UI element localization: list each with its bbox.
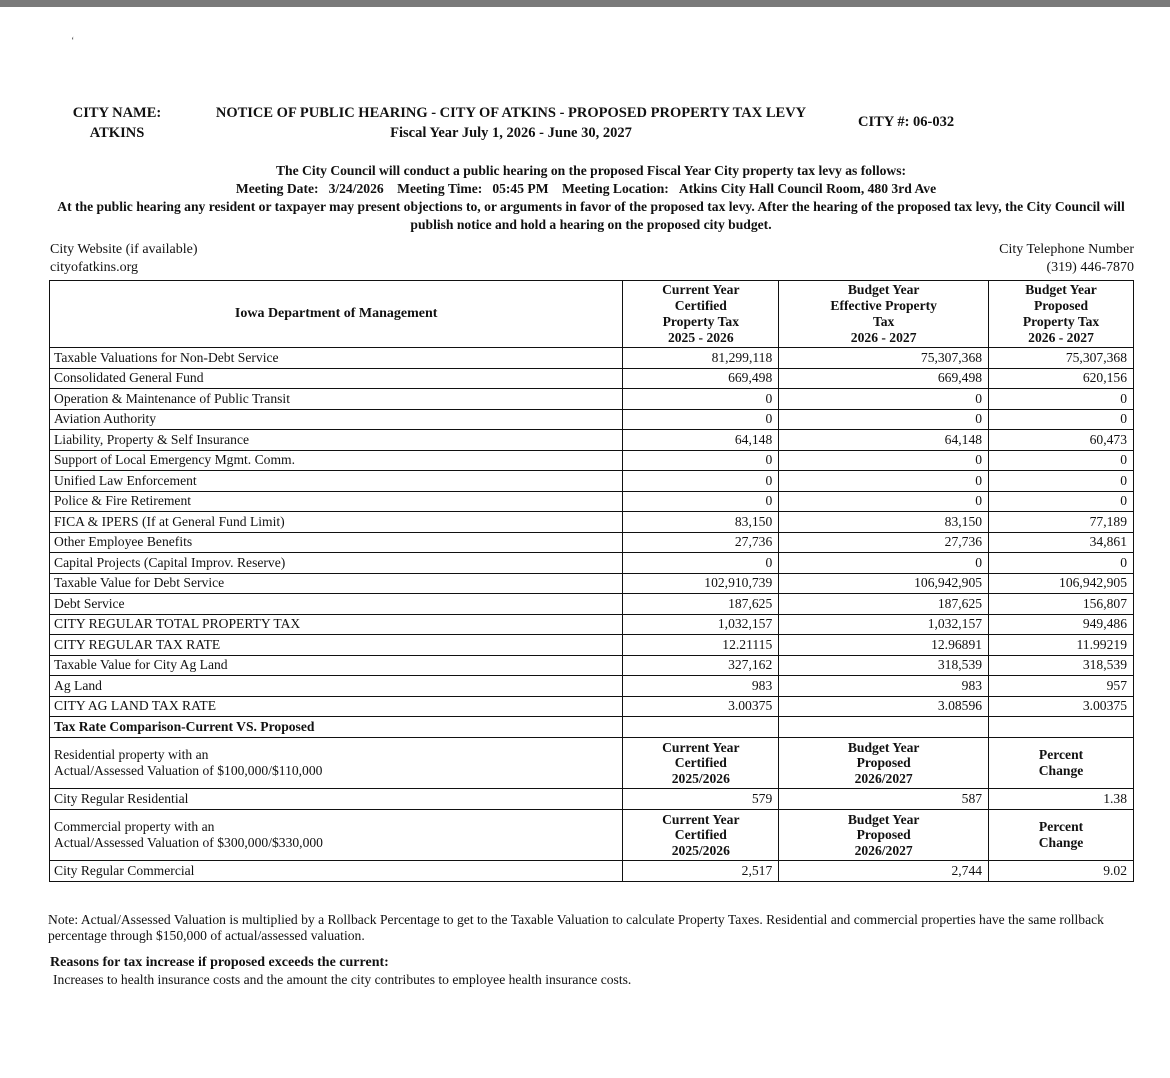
header-line: Current Year [662, 739, 740, 755]
hearing-explanation: At the public hearing any resident or taxpayer may present objections to, or arguments in favor of the proposed tax levy. After the hearing of the proposed tax levy, the City Council will publish notice and hold a hearing on the proposed city budget. [57, 199, 1125, 232]
header-line: Property Tax [662, 314, 739, 329]
proposed-value: 77,189 [989, 512, 1134, 533]
effective-value: 83,150 [779, 512, 989, 533]
table-row [50, 348, 1134, 369]
rollback-note: Note: Actual/Assessed Valuation is multiplied by a Rollback Percentage to get to the Taxable Valuation to calculate Property Taxes. Residential and commercial properties have the same rollback percentage through $150,000 of actual/assessed valuation. [48, 912, 1104, 943]
proposed-value: 156,807 [989, 594, 1134, 615]
empty-cell [989, 717, 1134, 738]
proposed-value: 75,307,368 [989, 348, 1134, 369]
row-label: Taxable Value for City Ag Land [50, 655, 623, 676]
effective-value: 106,942,905 [779, 573, 989, 594]
website-block [50, 241, 198, 277]
row-label: CITY REGULAR TAX RATE [50, 635, 623, 656]
header-line: Certified [674, 827, 727, 842]
website-label: City Website (if available) [50, 242, 198, 257]
header-line: Change [1038, 834, 1084, 850]
header-line: Current Year [662, 811, 740, 827]
table-row [50, 389, 1134, 410]
fiscal-year: Fiscal Year July 1, 2026 - June 30, 2027 [390, 125, 632, 141]
commercial-change: 9.02 [989, 861, 1134, 882]
current-value: 187,625 [623, 594, 779, 615]
row-label: Support of Local Emergency Mgmt. Comm. [50, 450, 623, 471]
header-line: Certified [674, 298, 727, 313]
desc-line: Residential property with an [54, 746, 209, 762]
notice-title-block [186, 103, 836, 143]
website-link[interactable]: cityofatkins.org [50, 260, 139, 275]
commercial-row [50, 861, 1134, 882]
header-line: Budget Year [847, 739, 920, 755]
proposed-value: 0 [989, 553, 1134, 574]
header-line: Effective Property [830, 298, 937, 313]
header-line: 2026/2027 [854, 770, 913, 786]
meeting-date: 3/24/2026 [328, 181, 384, 196]
proposed-year-header [989, 281, 1134, 348]
header-line: Certified [674, 755, 727, 770]
comparison-title: Tax Rate Comparison-Current VS. Proposed [50, 717, 623, 738]
desc-line: Actual/Assessed Valuation of $100,000/$110,000 [54, 762, 323, 778]
meeting-location-label: Meeting Location: [561, 181, 669, 196]
phone-block [999, 241, 1134, 277]
residential-proposed: 587 [779, 789, 989, 810]
effective-value: 12.96891 [779, 635, 989, 656]
header-line: Tax [872, 314, 895, 329]
header-line: 2025 - 2026 [667, 330, 734, 345]
table-row [50, 676, 1134, 697]
intro-line: The City Council will conduct a public hearing on the proposed Fiscal Year City property tax levy as follows: [275, 163, 907, 178]
current-value: 0 [623, 409, 779, 430]
current-value: 102,910,739 [623, 573, 779, 594]
residential-header-row [50, 737, 1134, 789]
row-label: Police & Fire Retirement [50, 491, 623, 512]
commercial-current-header [623, 809, 779, 861]
current-value: 12.21115 [623, 635, 779, 656]
current-value: 0 [623, 491, 779, 512]
meeting-location: Atkins City Hall Council Room, 480 3rd Ave [678, 181, 937, 196]
notice-title: NOTICE OF PUBLIC HEARING - CITY OF ATKINS - PROPOSED PROPERTY TAX LEVY [215, 105, 807, 121]
header-line: Percent [1038, 819, 1084, 835]
city-name-label: CITY NAME: [72, 105, 162, 121]
header-line: Property Tax [1022, 314, 1100, 329]
effective-value: 0 [779, 553, 989, 574]
row-label: City Regular Commercial [50, 861, 623, 882]
table-row [50, 594, 1134, 615]
header-line: Budget Year [1025, 282, 1097, 297]
scan-top-border [0, 0, 1170, 7]
residential-row [50, 789, 1134, 810]
commercial-proposed-header [779, 809, 989, 861]
current-value: 0 [623, 553, 779, 574]
effective-value: 75,307,368 [779, 348, 989, 369]
scan-speck: ‘ [71, 36, 75, 47]
header-line: Current Year [662, 282, 740, 297]
reasons-title: Reasons for tax increase if proposed exceeds the current: [50, 955, 389, 970]
row-label: CITY AG LAND TAX RATE [50, 696, 623, 717]
row-label: Other Employee Benefits [50, 532, 623, 553]
proposed-value: 0 [989, 471, 1134, 492]
table-row [50, 655, 1134, 676]
proposed-value: 0 [989, 450, 1134, 471]
header-line: 2025/2026 [671, 842, 730, 858]
meeting-details [44, 180, 1138, 198]
table-row [50, 430, 1134, 451]
hearing-intro [44, 162, 1138, 234]
proposed-value: 34,861 [989, 532, 1134, 553]
proposed-value: 106,942,905 [989, 573, 1134, 594]
effective-year-header [779, 281, 989, 348]
effective-value: 318,539 [779, 655, 989, 676]
row-label: CITY REGULAR TOTAL PROPERTY TAX [50, 614, 623, 635]
table-row [50, 491, 1134, 512]
residential-current-header [623, 737, 779, 789]
row-label: Capital Projects (Capital Improv. Reserve) [50, 553, 623, 574]
header-line: 2025/2026 [671, 770, 730, 786]
table-row [50, 696, 1134, 717]
proposed-value: 60,473 [989, 430, 1134, 451]
row-label: Aviation Authority [50, 409, 623, 430]
row-label: Liability, Property & Self Insurance [50, 430, 623, 451]
meeting-time: 05:45 PM [492, 181, 549, 196]
effective-value: 983 [779, 676, 989, 697]
header-line: 2026/2027 [854, 842, 913, 858]
table-row [50, 635, 1134, 656]
header-line: 2026 - 2027 [850, 330, 917, 345]
effective-value: 0 [779, 450, 989, 471]
table-row [50, 573, 1134, 594]
current-value: 983 [623, 676, 779, 697]
current-value: 64,148 [623, 430, 779, 451]
effective-value: 0 [779, 389, 989, 410]
meeting-time-label: Meeting Time: [397, 181, 483, 196]
effective-value: 187,625 [779, 594, 989, 615]
city-name-value: ATKINS [89, 125, 145, 141]
proposed-value: 620,156 [989, 368, 1134, 389]
current-value: 327,162 [623, 655, 779, 676]
effective-value: 27,736 [779, 532, 989, 553]
meeting-date-label: Meeting Date: [235, 181, 319, 196]
effective-value: 1,032,157 [779, 614, 989, 635]
proposed-value: 0 [989, 409, 1134, 430]
header-line: Budget Year [847, 811, 920, 827]
row-label: FICA & IPERS (If at General Fund Limit) [50, 512, 623, 533]
table-row [50, 532, 1134, 553]
current-value: 81,299,118 [623, 348, 779, 369]
current-value: 669,498 [623, 368, 779, 389]
effective-value: 3.08596 [779, 696, 989, 717]
header-line: Proposed [856, 755, 911, 770]
residential-proposed-header [779, 737, 989, 789]
effective-value: 669,498 [779, 368, 989, 389]
row-label: Taxable Value for Debt Service [50, 573, 623, 594]
row-label: Unified Law Enforcement [50, 471, 623, 492]
city-name-block [62, 103, 172, 143]
current-value: 1,032,157 [623, 614, 779, 635]
residential-current: 579 [623, 789, 779, 810]
header-line: Proposed [856, 827, 911, 842]
reasons-text: Increases to health insurance costs and the amount the city contributes to employee health insurance costs. [53, 972, 632, 987]
row-label: City Regular Residential [50, 789, 623, 810]
current-value: 27,736 [623, 532, 779, 553]
row-label: Debt Service [50, 594, 623, 615]
current-value: 3.00375 [623, 696, 779, 717]
table-row [50, 512, 1134, 533]
current-value: 0 [623, 471, 779, 492]
table-row [50, 409, 1134, 430]
effective-value: 64,148 [779, 430, 989, 451]
row-label: Ag Land [50, 676, 623, 697]
proposed-value: 0 [989, 491, 1134, 512]
commercial-current: 2,517 [623, 861, 779, 882]
residential-change-header [989, 737, 1134, 789]
row-label: Consolidated General Fund [50, 368, 623, 389]
effective-value: 0 [779, 409, 989, 430]
desc-line: Commercial property with an [54, 818, 215, 834]
current-year-header [623, 281, 779, 348]
effective-value: 0 [779, 471, 989, 492]
proposed-value: 318,539 [989, 655, 1134, 676]
table-row [50, 553, 1134, 574]
row-label: Taxable Valuations for Non-Debt Service [50, 348, 623, 369]
table-row [50, 450, 1134, 471]
current-value: 83,150 [623, 512, 779, 533]
header-line: Budget Year [847, 282, 920, 297]
header-line: Change [1038, 762, 1084, 778]
phone-number: (319) 446-7870 [1046, 260, 1134, 275]
proposed-value: 957 [989, 676, 1134, 697]
row-label: Operation & Maintenance of Public Transit [50, 389, 623, 410]
comparison-title-row [50, 717, 1134, 738]
table-row [50, 614, 1134, 635]
residential-change: 1.38 [989, 789, 1134, 810]
phone-label: City Telephone Number [999, 242, 1134, 257]
current-value: 0 [623, 450, 779, 471]
header-line: Proposed [1033, 298, 1089, 313]
commercial-description [50, 809, 623, 861]
header-line: 2026 - 2027 [1028, 330, 1094, 345]
effective-value: 0 [779, 491, 989, 512]
commercial-header-row [50, 809, 1134, 861]
header-line: Percent [1038, 747, 1084, 763]
empty-cell [623, 717, 779, 738]
table-header-row [50, 281, 1134, 348]
desc-line: Actual/Assessed Valuation of $300,000/$330,000 [54, 834, 323, 850]
levy-rows [50, 348, 1134, 717]
dept-header: Iowa Department of Management [50, 281, 623, 348]
empty-cell [779, 717, 989, 738]
current-value: 0 [623, 389, 779, 410]
residential-description [50, 737, 623, 789]
proposed-value: 0 [989, 389, 1134, 410]
commercial-change-header [989, 809, 1134, 861]
levy-table [49, 280, 1134, 882]
proposed-value: 949,486 [989, 614, 1134, 635]
proposed-value: 11.99219 [989, 635, 1134, 656]
city-number: CITY #: 06-032 [858, 114, 955, 130]
table-row [50, 471, 1134, 492]
commercial-proposed: 2,744 [779, 861, 989, 882]
table-row [50, 368, 1134, 389]
proposed-value: 3.00375 [989, 696, 1134, 717]
